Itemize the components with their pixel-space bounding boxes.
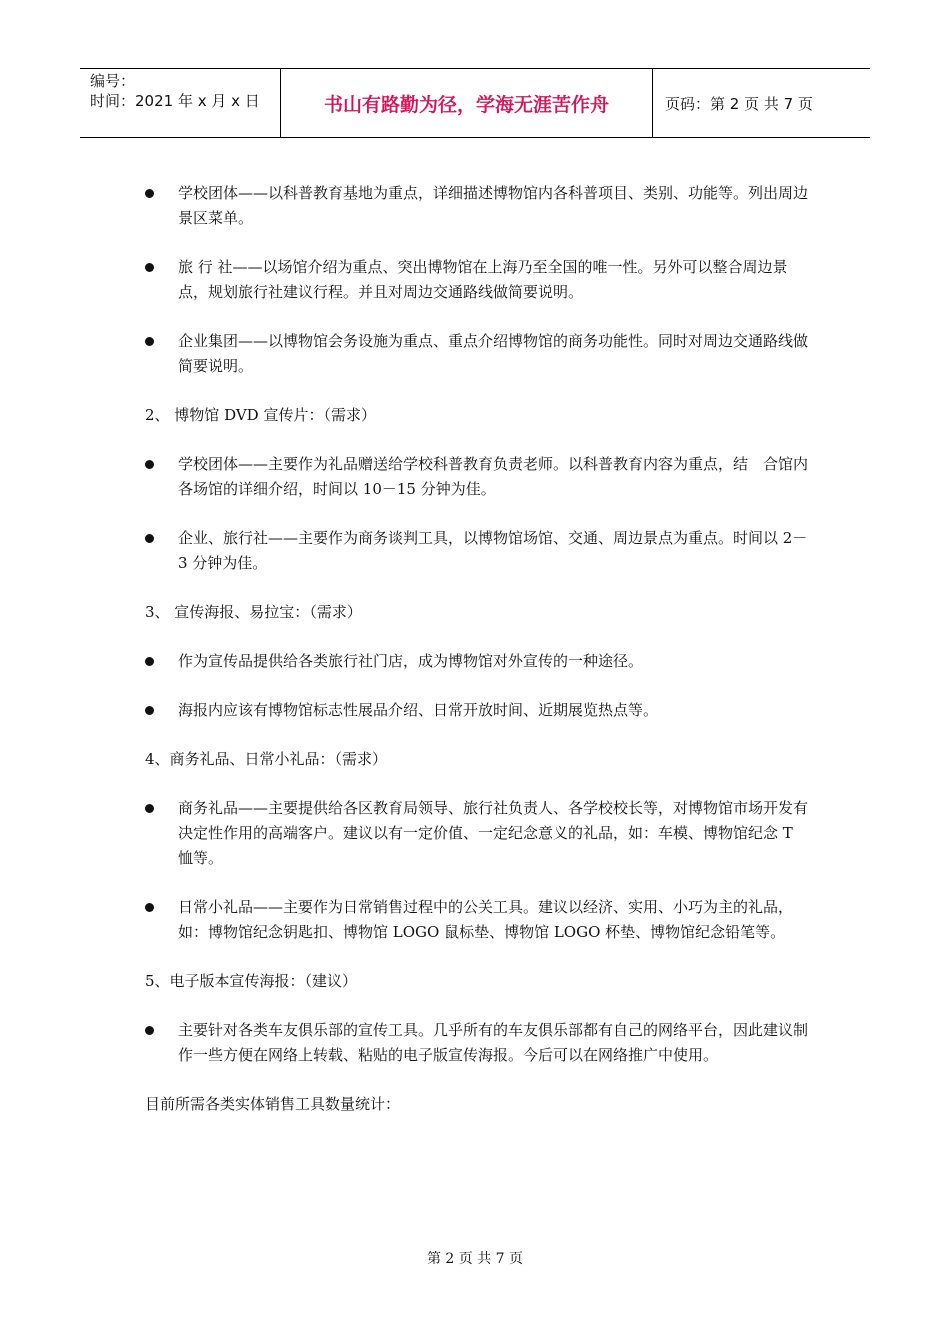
bullet-dot-icon	[145, 1026, 154, 1035]
section	[145, 181, 810, 379]
bullet-item	[145, 526, 810, 576]
bullet-item	[145, 796, 810, 871]
header-motto: 书山有路勤为径，学海无涯苦作舟	[281, 69, 653, 137]
section	[145, 969, 810, 1068]
section-heading: 目前所需各类实体销售工具数量统计：	[145, 1095, 401, 1113]
header-meta	[80, 69, 281, 137]
bullet-dot-icon	[145, 337, 154, 346]
section	[145, 600, 810, 723]
bullet-dot-icon	[145, 460, 154, 469]
section-heading: 3、 宣传海报、易拉宝：（需求）	[145, 603, 362, 621]
page-header	[80, 68, 870, 138]
section	[145, 403, 810, 576]
bullet-text: 企业、旅行社——主要作为商务谈判工具，以博物馆场馆、交通、周边景点为重点。时间以 2－3 分钟为佳。	[178, 529, 808, 572]
bullet-dot-icon	[145, 657, 154, 666]
header-page-info: 页码：第 2 页 共 7 页	[665, 94, 813, 113]
section-heading: 5、电子版本宣传海报：（建议）	[145, 972, 358, 990]
section-heading: 2、 博物馆 DVD 宣传片：（需求）	[145, 406, 376, 424]
bullet-item	[145, 329, 810, 379]
date-line: 时间：2021 年 x 月 x 日	[90, 92, 260, 110]
bullet-dot-icon	[145, 804, 154, 813]
bullet-text: 学校团体——以科普教育基地为重点，详细描述博物馆内各科普项目、类别、功能等。列出周边景区菜单。	[178, 184, 809, 227]
bullet-item	[145, 1018, 810, 1068]
section	[145, 747, 810, 945]
bullet-item	[145, 895, 810, 945]
bullet-text: 企业集团——以博物馆会务设施为重点、重点介绍博物馆的商务功能性。同时对周边交通路线做简要说明。	[178, 332, 809, 375]
bullet-text: 主要针对各类车友俱乐部的宣传工具。几乎所有的车友俱乐部都有自己的网络平台，因此建议制作一些方便在网络上转载、粘贴的电子版宣传海报。今后可以在网络推广中使用。	[178, 1021, 809, 1064]
bullet-text: 旅 行 社——以场馆介绍为重点、突出博物馆在上海乃至全国的唯一性。另外可以整合周边景点，规划旅行社建议行程。并且对周边交通路线做简要说明。	[178, 258, 788, 301]
bullet-item	[145, 698, 810, 723]
bullet-text: 学校团体——主要作为礼品赠送给学校科普教育负责老师。以科普教育内容为重点，结 合馆内各场馆的详细介绍，时间以 10－15 分钟为佳。	[178, 455, 809, 498]
bullet-dot-icon	[145, 903, 154, 912]
bullet-dot-icon	[145, 534, 154, 543]
bullet-text: 日常小礼品——主要作为日常销售过程中的公关工具。建议以经济、实用、小巧为主的礼品，如：博物馆纪念钥匙扣、博物馆 LOGO 鼠标垫、博物馆 LOGO 杯垫、博物馆纪念铅笔等。	[178, 898, 794, 941]
bullet-item	[145, 649, 810, 674]
bullet-text: 商务礼品——主要提供给各区教育局领导、旅行社负责人、各学校校长等，对博物馆市场开发有决定性作用的高端客户。建议以有一定价值、一定纪念意义的礼品，如：车模、博物馆纪念 T 恤等。	[178, 799, 809, 867]
section-heading: 4、商务礼品、日常小礼品：（需求）	[145, 750, 388, 768]
bullet-dot-icon	[145, 263, 154, 272]
page-footer: 第 2 页 共 7 页	[426, 1251, 524, 1267]
bullet-text: 海报内应该有博物馆标志性展品介绍、日常开放时间、近期展览热点等。	[178, 701, 659, 719]
bullet-dot-icon	[145, 706, 154, 715]
serial-label: 编号：	[90, 72, 136, 90]
section	[145, 1092, 810, 1117]
bullet-text: 作为宣传品提供给各类旅行社门店，成为博物馆对外宣传的一种途径。	[178, 652, 644, 670]
document-body	[145, 181, 810, 1141]
bullet-item	[145, 181, 810, 231]
bullet-dot-icon	[145, 189, 154, 198]
bullet-item	[145, 255, 810, 305]
bullet-item	[145, 452, 810, 502]
